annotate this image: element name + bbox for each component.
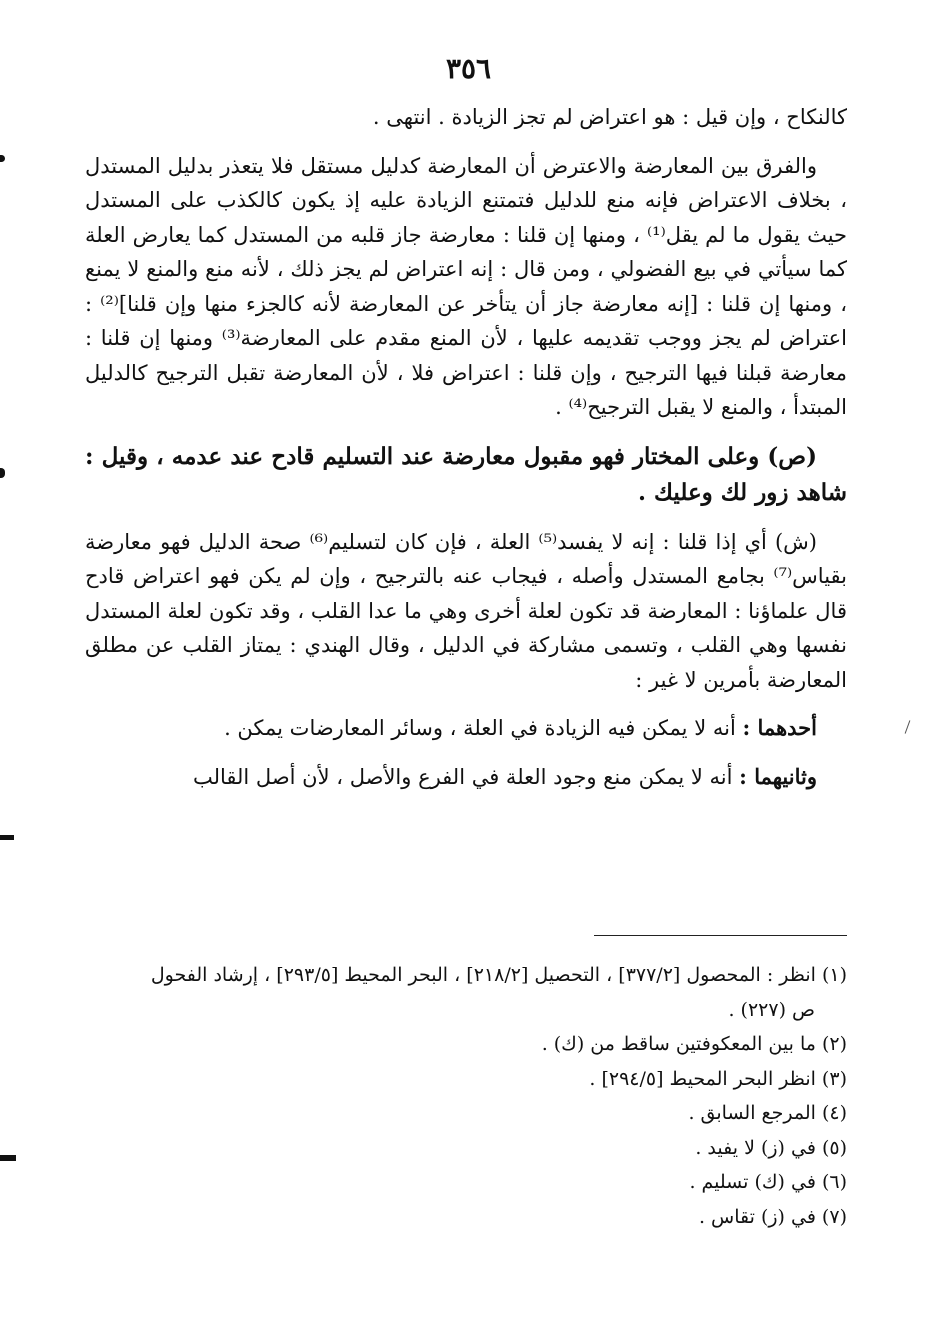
- first-point-text: أنه لا يمكن فيه الزيادة في العلة ، وسائر المعارضات يمكن .: [224, 716, 736, 740]
- main-text: [85, 100, 847, 794]
- scan-margin-mark: [0, 468, 5, 478]
- footnote-4: (٤) المرجع السابق .: [688, 1102, 847, 1124]
- footnote-3: (٣) انظر البحر المحيط [٢٩٤/٥] .: [589, 1067, 847, 1090]
- footnote-1: (١) انظر : المحصول [٣٧٧/٢] ، التحصيل [٢١٨/٢] ، البحر المحيط [٢٩٣/٥] ، إرشاد الفحول: [150, 964, 847, 986]
- footnote-1-continuation: ص (٢٢٧) .: [728, 998, 815, 1021]
- footnote-separator: [594, 935, 847, 936]
- scan-margin-mark: [0, 835, 14, 840]
- paragraph-difference: والفرق بين المعارضة والاعترض أن المعارضة كدليل مستقل فلا يتعذر بدليل المستدل ، بخلاف الاعتراض فإنه منع للدليل فتمتنع الزيادة عليه إذ يكون كالكذب على المستدل حيث يقول ما لم يقل⁽¹⁾ ، ومنها إن قلنا : معارضة جاز قلبه من المستدل كما يعارض العلة كما سيأتي في بيع الفضولي ، ومن قال : إنه اعتراض لم يجز ذلك ، لأنه منع والمنع لا يمنع ، ومنها إن قلنا : [إنه معارضة جاز أن يتأخر عن المعارضة لأنه كالجزء منها وإن قلنا]⁽²⁾ : اعتراض لم يجز ووجب تقديمه عليها ، لأن المنع مقدم على المعارضة⁽³⁾ ومنها إن قلنا : معارضة قبلنا فيها الترجيح ، وإن قلنا : اعتراض فلا ، لأن المعارضة تقبل الترجيح كالدليل المبتدأ ، والمنع لا يقبل الترجيح⁽⁴⁾ .: [85, 153, 848, 419]
- matn-paragraph: (ص) وعلى المختار فهو مقبول معارضة عند التسليم قادح عند عدمه ، وقيل : شاهد زور لك وعليك .: [85, 442, 847, 506]
- footnotes: [85, 958, 847, 1234]
- second-point-lead: وثانيهما :: [739, 763, 817, 789]
- footnote-6: (٦) في (ك) تسليم .: [689, 1171, 847, 1193]
- page-number: ٣٥٦: [445, 52, 492, 85]
- first-point-lead: أحدهما :: [742, 715, 817, 740]
- footnote-7: (٧) في (ز) تقاس .: [698, 1205, 847, 1228]
- scan-speck: [905, 720, 911, 733]
- first-point: [85, 711, 847, 746]
- second-point-text: أنه لا يمكن منع وجود العلة في الفرع والأصل ، لأن أصل القالب: [192, 764, 733, 789]
- second-point: [85, 760, 847, 795]
- sharh-paragraph: (ش) أي إذا قلنا : إنه لا يفسد⁽⁵⁾ العلة ، فإن كان لتسليم⁽⁶⁾ صحة الدليل فهو معارضة بقياس⁽⁷⁾ بجامع المستدل وأصله ، فيجاب عنه بالترجيح ، وإن لم يكن فهو اعتراض قادح قال علماؤنا : المعارضة قد تكون لعلة أخرى وهي ما عدا القلب ، وقد تكون لعلة المستدل نفسها وهي القلب ، وتسمى مشاركة في الدليل ، وقال الهندي : يمتاز القلب عن مطلق المعارضة بأمرين لا غير :: [85, 529, 847, 692]
- scan-margin-mark: [0, 1155, 16, 1161]
- continuation-line: كالنكاح ، وإن قيل : هو اعتراض لم تجز الزيادة . انتهى .: [372, 105, 847, 129]
- footnote-5: (٥) في (ز) لا يفيد .: [695, 1136, 847, 1159]
- footnote-2: (٢) ما بين المعكوفتين ساقط من (ك) .: [541, 1033, 847, 1055]
- scan-margin-mark: [0, 155, 5, 162]
